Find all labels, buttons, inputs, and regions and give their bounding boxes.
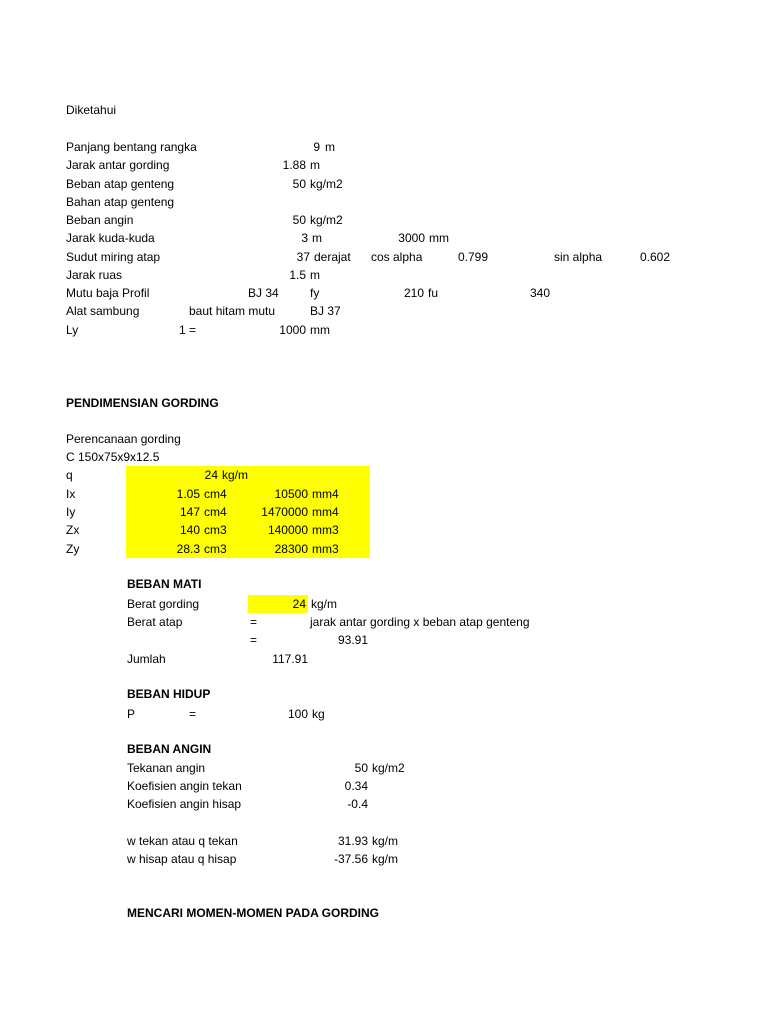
ix-unit-mm: mm4 xyxy=(312,487,339,501)
known-heading: Diketahui xyxy=(66,103,117,117)
berat-gording-label: Berat gording xyxy=(127,597,200,611)
momen-heading: MENCARI MOMEN-MOMEN PADA GORDING xyxy=(127,906,379,920)
sin-value: 0.602 xyxy=(640,250,671,264)
jarak-kuda-label: Jarak kuda-kuda xyxy=(66,231,155,245)
w-tekan-value: 31.93 xyxy=(337,834,368,848)
tekanan-unit: kg/m2 xyxy=(372,761,405,775)
beban-angin-value: 50 xyxy=(292,213,306,227)
fu-label: fu xyxy=(428,286,439,300)
p-label: P xyxy=(127,707,136,721)
beban-atap-value: 50 xyxy=(292,177,306,191)
koef-tekan-label: Koefisien angin tekan xyxy=(127,779,242,793)
jarak-gording-label: Jarak antar gording xyxy=(66,158,170,172)
berat-atap-value: 93.91 xyxy=(337,633,368,647)
beban-hidup-heading: BEBAN HIDUP xyxy=(127,687,211,701)
cos-label: cos alpha xyxy=(371,250,423,264)
w-tekan-label: w tekan atau q tekan xyxy=(127,834,238,848)
zy-value-cm: 28.3 xyxy=(176,542,200,556)
w-tekan-unit: kg/m xyxy=(372,834,399,848)
berat-atap-equals: = xyxy=(250,615,258,629)
ly-equals: = xyxy=(189,323,197,337)
panjang-label: Panjang bentang rangka xyxy=(66,140,197,154)
ly-value: 1 xyxy=(179,323,186,337)
sin-label: sin alpha xyxy=(554,250,603,264)
beban-atap-unit: kg/m2 xyxy=(310,177,343,191)
koef-hisap-label: Koefisien angin hisap xyxy=(127,797,242,811)
koef-tekan-value: 0.34 xyxy=(344,779,368,793)
jarak-kuda-unit: m xyxy=(312,231,322,245)
q-value: 24 xyxy=(204,468,218,482)
fu-value: 340 xyxy=(529,286,550,300)
zy-unit-mm: mm3 xyxy=(312,542,339,556)
zy-label: Zy xyxy=(66,542,80,556)
cos-value: 0.799 xyxy=(458,250,489,264)
w-hisap-unit: kg/m xyxy=(372,852,399,866)
alat-bj: BJ 37 xyxy=(310,304,341,318)
iy-value-mm: 1470000 xyxy=(261,505,308,519)
beban-atap-label: Beban atap genteng xyxy=(66,177,175,191)
pendimensian-heading: PENDIMENSIAN GORDING xyxy=(66,396,219,410)
jumlah-value: 117.91 xyxy=(272,652,308,666)
zx-unit-mm: mm3 xyxy=(312,523,339,537)
zx-unit-cm: cm3 xyxy=(204,523,227,537)
mutu-bj: BJ 34 xyxy=(248,286,279,300)
jarak-ruas-label: Jarak ruas xyxy=(66,268,123,282)
w-hisap-label: w hisap atau q hisap xyxy=(127,852,237,866)
beban-angin-heading: BEBAN ANGIN xyxy=(127,742,212,756)
koef-hisap-value: -0.4 xyxy=(347,797,368,811)
p-equals: = xyxy=(189,707,197,721)
tekanan-label: Tekanan angin xyxy=(127,761,206,775)
sudut-label: Sudut miring atap xyxy=(66,250,161,264)
iy-label: Iy xyxy=(66,505,76,519)
jarak-ruas-value: 1.5 xyxy=(289,268,306,282)
panjang-value: 9 xyxy=(313,140,320,154)
jarak-kuda-unit-mm: mm xyxy=(429,231,449,245)
zx-value-mm: 140000 xyxy=(267,523,308,537)
ly-label: Ly xyxy=(66,323,79,337)
jarak-gording-value: 1.88 xyxy=(282,158,306,172)
jumlah-label: Jumlah xyxy=(127,652,166,666)
profile-name: C 150x75x9x12.5 xyxy=(66,450,160,464)
berat-atap-equals-2: = xyxy=(250,633,258,647)
perencanaan-title: Perencanaan gording xyxy=(66,432,181,446)
beban-angin-unit: kg/m2 xyxy=(310,213,343,227)
w-hisap-value: -37.56 xyxy=(333,852,368,866)
ix-unit-cm: cm4 xyxy=(204,487,227,501)
beban-angin-label: Beban angin xyxy=(66,213,134,227)
sudut-value: 37 xyxy=(296,250,310,264)
q-unit: kg/m xyxy=(222,468,249,482)
iy-unit-mm: mm4 xyxy=(312,505,339,519)
ly-unit-mm: mm xyxy=(310,323,330,337)
fy-value: 210 xyxy=(403,286,424,300)
bahan-atap-label: Bahan atap genteng xyxy=(66,195,175,209)
jarak-kuda-value-mm: 3000 xyxy=(398,231,425,245)
ix-label: Ix xyxy=(66,487,76,501)
berat-gording-value: 24 xyxy=(292,597,306,611)
sudut-unit: derajat xyxy=(314,250,351,264)
p-value: 100 xyxy=(287,707,308,721)
beban-mati-heading: BEBAN MATI xyxy=(127,577,202,591)
ly-value-mm: 1000 xyxy=(279,323,306,337)
ix-value-cm: 1.05 xyxy=(176,487,200,501)
berat-atap-formula: jarak antar gording x beban atap genteng xyxy=(310,615,530,629)
iy-value-cm: 147 xyxy=(179,505,200,519)
jarak-ruas-unit: m xyxy=(310,268,320,282)
jarak-kuda-value: 3 xyxy=(301,231,308,245)
zx-value-cm: 140 xyxy=(179,523,200,537)
zy-value-mm: 28300 xyxy=(274,542,308,556)
fy-label: fy xyxy=(310,286,320,300)
berat-atap-label: Berat atap xyxy=(127,615,183,629)
panjang-unit: m xyxy=(325,140,335,154)
jarak-gording-unit: m xyxy=(310,158,320,172)
ix-value-mm: 10500 xyxy=(274,487,308,501)
p-unit: kg xyxy=(312,707,325,721)
tekanan-value: 50 xyxy=(354,761,368,775)
zx-label: Zx xyxy=(66,523,80,537)
alat-label: Alat sambung xyxy=(66,304,140,318)
berat-gording-unit: kg/m xyxy=(311,597,338,611)
alat-type: baut hitam mutu xyxy=(189,304,276,318)
q-label: q xyxy=(66,468,73,482)
mutu-label: Mutu baja Profil xyxy=(66,286,150,300)
zy-unit-cm: cm3 xyxy=(204,542,227,556)
iy-unit-cm: cm4 xyxy=(204,505,227,519)
